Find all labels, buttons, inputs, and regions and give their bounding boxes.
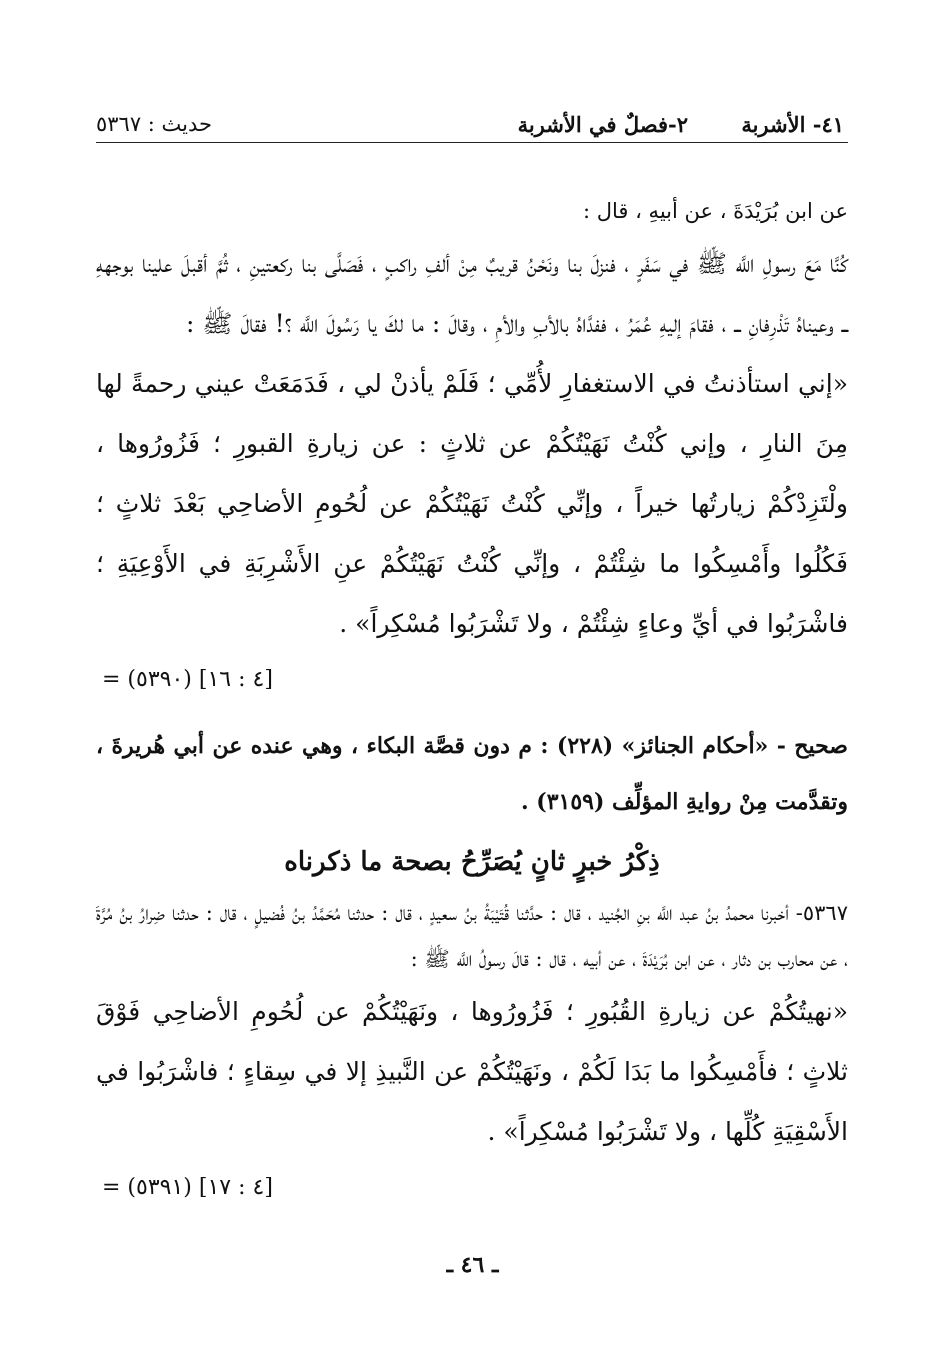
isnad-paragraph: عن ابن بُرَيْدَةَ ، عن أبيهِ ، قال :: [582, 199, 848, 223]
grading-note: صحيح - «أحكام الجنائز» (٢٢٨) : م دون قصَّة البكاء ، وهي عنده عن أبي هُريرةَ ، وتقدَّمت مِنْ روايةِ المؤلِّف (٣١٥٩) .: [96, 733, 848, 815]
hadith-quote-paragraph-2: «نهيتُكُمْ عن زيارةِ القُبُورِ ؛ فَزُورُوها ، ونَهَيْتُكُمْ عن لُحُومِ الأضاحِي فَوْقَ ثلاثٍ ؛ فأَمْسِكُوا ما بَدَا لَكُمْ ، ونَهَيْتُكُمْ عن النَّبيذِ إلا في سِقاءٍ ؛ فاشْرَبُوا في الأَسْقِيَةِ كُلِّها ، ولا تَشْرَبُوا مُسْكِراً» .: [96, 997, 848, 1146]
running-header: [96, 108, 848, 143]
hadith-text-paragraph: كُنَّا مَعَ رسولِ اللَّه ﷺ في سَفَرٍ ، فنزلَ بنا ونَحْنُ قريبٌ مِنْ ألفِ راكبٍ ، فَصَلَّى بنا ركعتينِ ، ثُمَّ أقبلَ علينا بوجههِ ــ وعيناهُ تَذْرِفانِ ــ ، فقامَ إليهِ عُمَرُ ، ففدَّاهُ بالأبِ والأمِ ، وقالَ : ما لكَ يا رَسُولَ اللَّه ؟! فقالَ ﷺ :: [96, 249, 848, 338]
isnad-paragraph-2: ٥٣٦٧- أخبرنا محمدُ بنُ عبد اللَّه بنِ الجُنيد ، قال : حدَّثنا قُتَيْبَةُ بنُ سعيدٍ ، قال : حدثنا مُحَمَّدُ بنُ فُضيلٍ ، قال : حدثنا ضِرارُ بنُ مُرَّةَ ، عن محارب بن دثار ، عن ابن بُرَيْدَةَ ، عن أبيه ، قال : قالَ رسولُ اللَّه ﷺ :: [96, 901, 848, 971]
chapter-title: ٤١- الأشربة: [741, 112, 844, 137]
page-number: ـ ٤٦ ـ: [446, 1252, 499, 1278]
hadith-number: حديث : ٥٣٦٧: [96, 112, 213, 136]
cross-reference: = (٥٣٩٠) [٤ : ١٦]: [102, 667, 273, 692]
section-heading: ذِكْرُ خبرٍ ثانٍ يُصَرِّحُ بصحة ما ذكرناه: [284, 847, 660, 877]
cross-reference-2: = (٥٣٩١) [٤ : ١٧]: [102, 1175, 273, 1200]
hadith-quote-paragraph: «إني استأذنتُ في الاستغفارِ لأُمِّي ؛ فَلَمْ يأذنْ لي ، فَدَمَعَتْ عيني رحمةً لها مِنَ النارِ ، وإني كُنْتُ نَهَيْتُكُمْ عن ثلاثٍ : عن زيارةِ القبورِ ؛ فَزُورُوها ، ولْتَزِدْكُمْ زيارتُها خيراً ، وإنِّي كُنْتُ نَهَيْتُكُمْ عن لُحُومِ الأضاحِي بَعْدَ ثلاثٍ ؛ فَكُلُوا وأَمْسِكُوا ما شِئْتُمْ ، وإنِّي كُنْتُ نَهَيْتُكُمْ عنِ الأَشْرِبَةِ في الأَوْعِيَةِ ؛ فاشْرَبُوا في أيِّ وعاءٍ شِئْتُمْ ، ولا تَشْرَبُوا مُسْكِراً» .: [96, 369, 848, 638]
section-title: ٢-فصلٌ في الأشربة: [517, 112, 688, 137]
page-body: [96, 188, 848, 1214]
